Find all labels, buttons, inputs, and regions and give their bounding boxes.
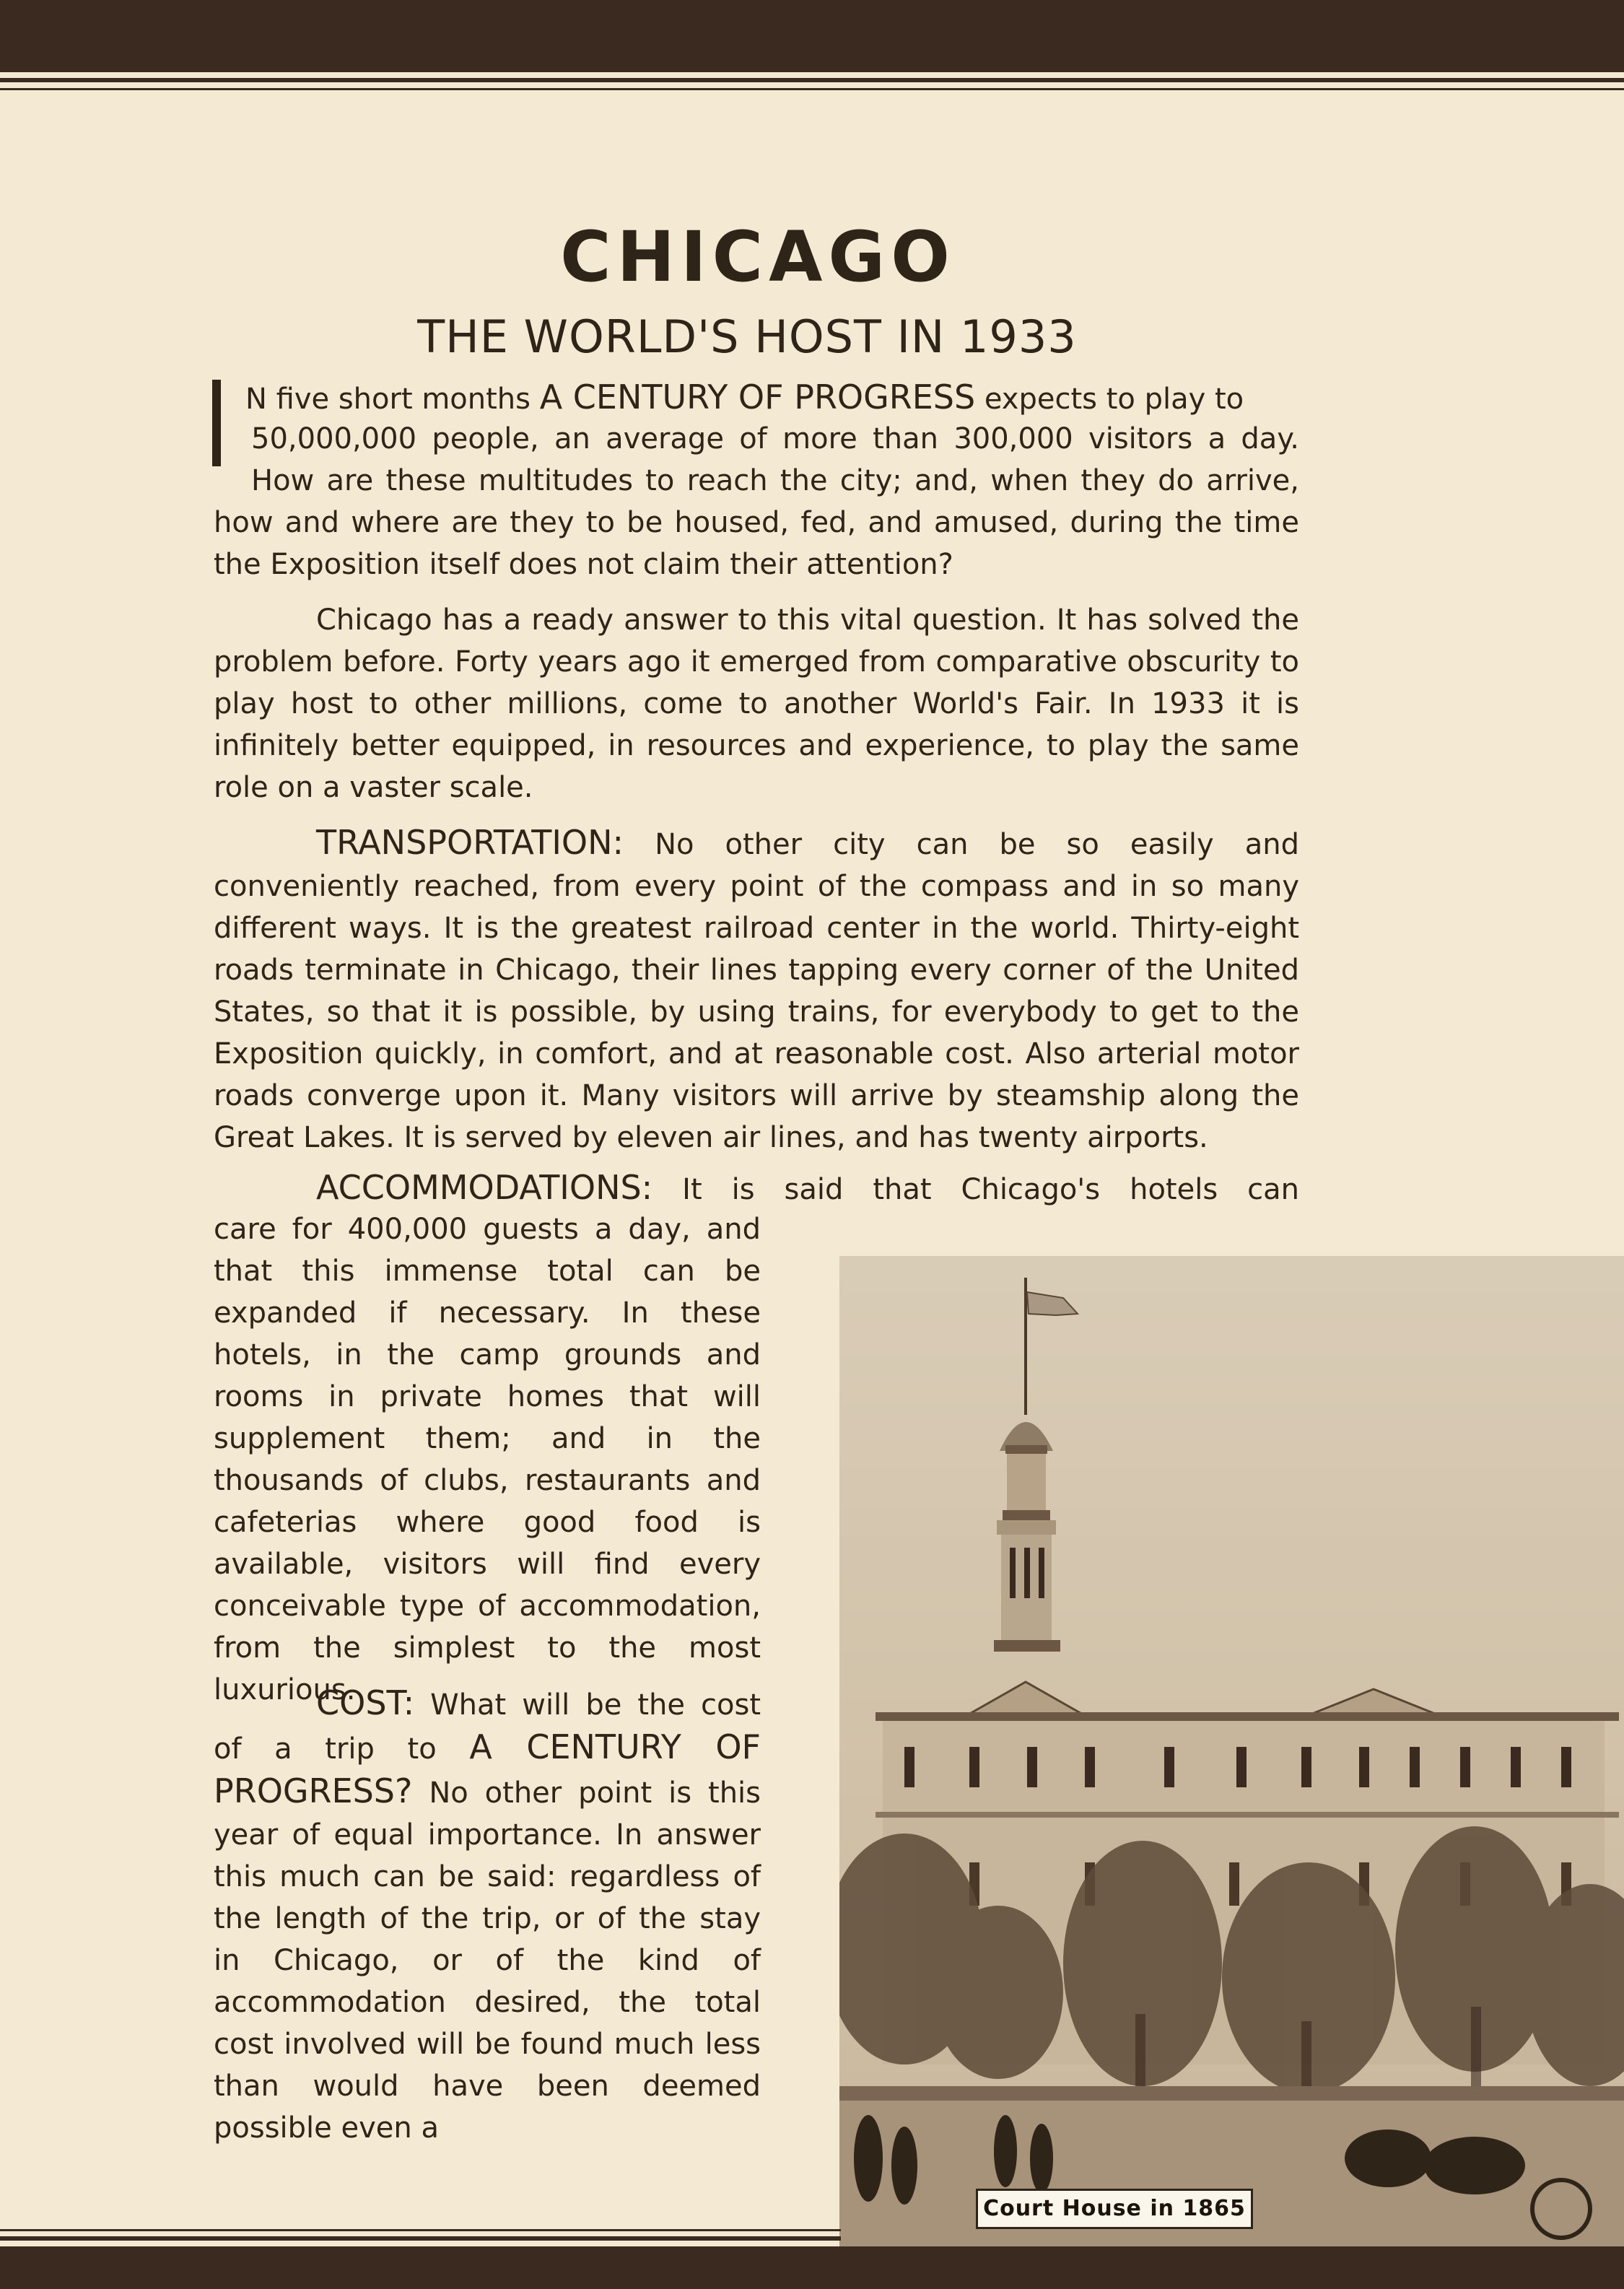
intro-line-2: 50,000,000 people, an average of more than 300,000 visitors a day. [251,422,1299,455]
accommodations-line-1-body: It is said that Chicago's hotels can [652,1173,1299,1206]
bottom-border-rule [0,2236,841,2241]
page-subtitle: THE WORLD'S HOST IN 1933 [417,310,1077,363]
court-house-photo [839,1256,1624,2246]
intro-line-1-text: N five short months [245,383,540,416]
paragraph-cost [214,1682,761,2149]
page-title: CHICAGO [560,217,956,297]
accommodations-line-1 [316,1167,1299,1211]
photo-caption: Court House in 1865 [976,2189,1253,2229]
intro-line-1-end: expects to play to [975,383,1244,416]
transportation-body: No other city can be so easily and conveniently reached, from every point of the compass and in so many different ways. It is the greatest railroad center in the world. Thirty-eight roads terminate in Chicago, their lines tapping every corner of the United States, so that it is possible, by using trains, for everybody to get to the Exposition quickly, in comfort, and at reasonable cost. Also arterial motor roads converge upon it. Many visitors will arrive by steamship along the Great Lakes. It is served by eleven air lines, and has twenty airports. [214,828,1299,1154]
cost-body-a: What will be the cost of a trip to [214,1688,761,1766]
paragraph-ready-answer: Chicago has a ready answer to this vital question. It has solved the problem before. Forty years ago it emerged from comparative obscurity to play host to other millions, come to another World's Fair. In 1933 it is infinitely better equipped, in resources and experience, to play the same role on a vaster scale. [214,603,1299,804]
paragraph-transportation [214,821,1299,1159]
intro-line-3: How are these multitudes to reach the city; and, when they do arrive, [251,464,1299,497]
top-border-rule-thin [0,88,1624,90]
cost-body-b: No other point is this year of equal importance. In answer this much can be said: regardless of the length of the trip, or of the stay in Chicago, or of the kind of accommodation desired, the total cost involved will be found much less than would have been deemed possible even a [214,1776,761,2145]
cost-century-caps: A CENTURY OF PROGRESS? [214,1727,761,1810]
top-border-band [0,0,1624,72]
intro-rest: how and where are they to be housed, fed, and amused, during the time the Exposition itself does not claim their attention? [214,506,1299,581]
drop-initial [212,380,221,466]
intro-line-1-caps: A CENTURY OF PROGRESS [539,378,976,417]
intro-line-1 [245,376,1299,420]
transportation-heading: TRANSPORTATION: [316,823,624,862]
court-house-illustration [839,1256,1624,2246]
accommodations-body: care for 400,000 guests a day, and that this immense total can be expanded if necessary. In these hotels, in the camp grounds and rooms in private homes that will supplement them; and in the thousands of clubs, restaurants and cafeterias where good food is available, visitors will find every conceivable type of accommodation, from the simplest to the most luxurious. [214,1213,761,1706]
top-border-rule [0,78,1624,82]
bottom-border-band [0,2246,1624,2289]
cost-heading: COST: [316,1683,415,1722]
accommodations-heading: ACCOMMODATIONS: [316,1168,653,1207]
bottom-border-rule-thin [0,2229,841,2231]
